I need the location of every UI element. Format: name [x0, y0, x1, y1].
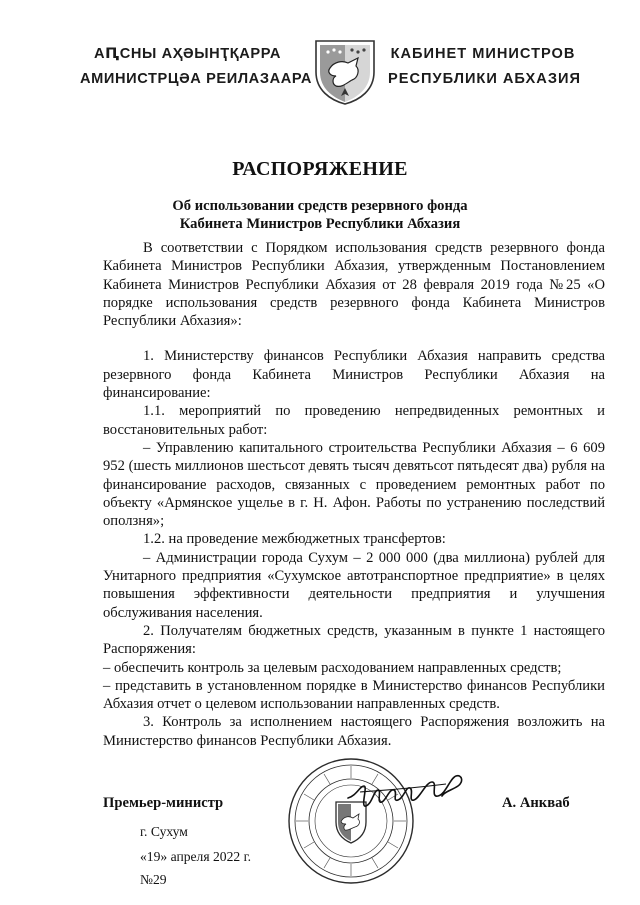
abkhazia-coat-of-arms-icon: [312, 38, 378, 106]
item-2-bullet-2-paragraph: – представить в установленном порядке в Министерство финансов Республики Абхазия отчет о целевом использовании направленных средств.: [103, 677, 605, 713]
header-left-line1: АԤСНЫ АҲӘЫНҬҚАРРА: [94, 46, 281, 62]
document-body: [103, 239, 605, 750]
handwritten-signature-icon: [346, 768, 466, 818]
item-2-paragraph: 2. Получателям бюджетных средств, указанным в пункте 1 настоящего Распоряжения:: [103, 622, 605, 658]
document-date: «19» апреля 2022 г.: [140, 849, 252, 864]
item-1-1-detail-paragraph: – Управлению капитального строительства Республики Абхазия – 6 609 952 (шесть миллионов шестьсот девять тысяч девятьсот пятьдесят два) рубля на финансирование расходов, связанных с проведением ремонтных работ по объекту «Армянское ущелье в г. Н. Афон. Работы по устранению последствий оползня»;: [103, 439, 605, 530]
preamble-paragraph: В соответствии с Порядком использования средств резервного фонда Кабинета Министров Республики Абхазия, утвержденным Постановлением Кабинета Министров Республики Абхазия от 28 февраля 2019 года №25 «О порядке использования средств резервного фонда Кабинета Министров Республики Абхазия»:: [103, 240, 605, 330]
document-title: РАСПОРЯЖЕНИЕ: [232, 158, 408, 180]
item-1-2-paragraph: 1.2. на проведение межбюджетных трансфертов:: [143, 531, 446, 548]
signatory-position: Премьер-министр: [103, 795, 224, 811]
subtitle-line1: Об использовании средств резервного фонда: [172, 198, 468, 214]
document-city: г. Сухум: [140, 824, 188, 839]
subtitle-line2: Кабинета Министров Республики Абхазия: [179, 216, 461, 232]
signatory-name: А. Анкваб: [502, 795, 570, 811]
item-3-paragraph: 3. Контроль за исполнением настоящего Распоряжения возложить на Министерство финансов Республики Абхазия.: [103, 714, 605, 749]
document-number: №29: [140, 872, 167, 887]
header-left-line2: АМИНИСТРЦӘА РЕИЛАЗААРА: [80, 71, 313, 87]
header-abkhaz-title: [80, 42, 313, 92]
item-2-bullet-1-paragraph: – обеспечить контроль за целевым расходованием направленных средств;: [103, 659, 562, 676]
item-1-1-paragraph: 1.1. мероприятий по проведению непредвиденных ремонтных и восстановительных работ:: [103, 403, 605, 438]
header-right-line2: РЕСПУБЛИКИ АБХАЗИЯ: [388, 71, 581, 87]
item-1-2-detail-paragraph: – Администрации города Сухум – 2 000 000 (два миллиона) рублей для Унитарного предприятия «Сухумское автотранспортное предприятие» в целях повышения эффективности деятельности предприятия и улучшения обслуживания населения.: [103, 549, 605, 621]
header-russian-title: [388, 42, 581, 92]
item-1-paragraph: 1. Министерству финансов Республики Абхазия направить средства резервного фонда Кабинета Министров Республики Абхазия на финансирование:: [103, 348, 605, 402]
document-subtitle: [0, 197, 640, 233]
header-right-line1: КАБИНЕТ МИНИСТРОВ: [390, 46, 576, 62]
